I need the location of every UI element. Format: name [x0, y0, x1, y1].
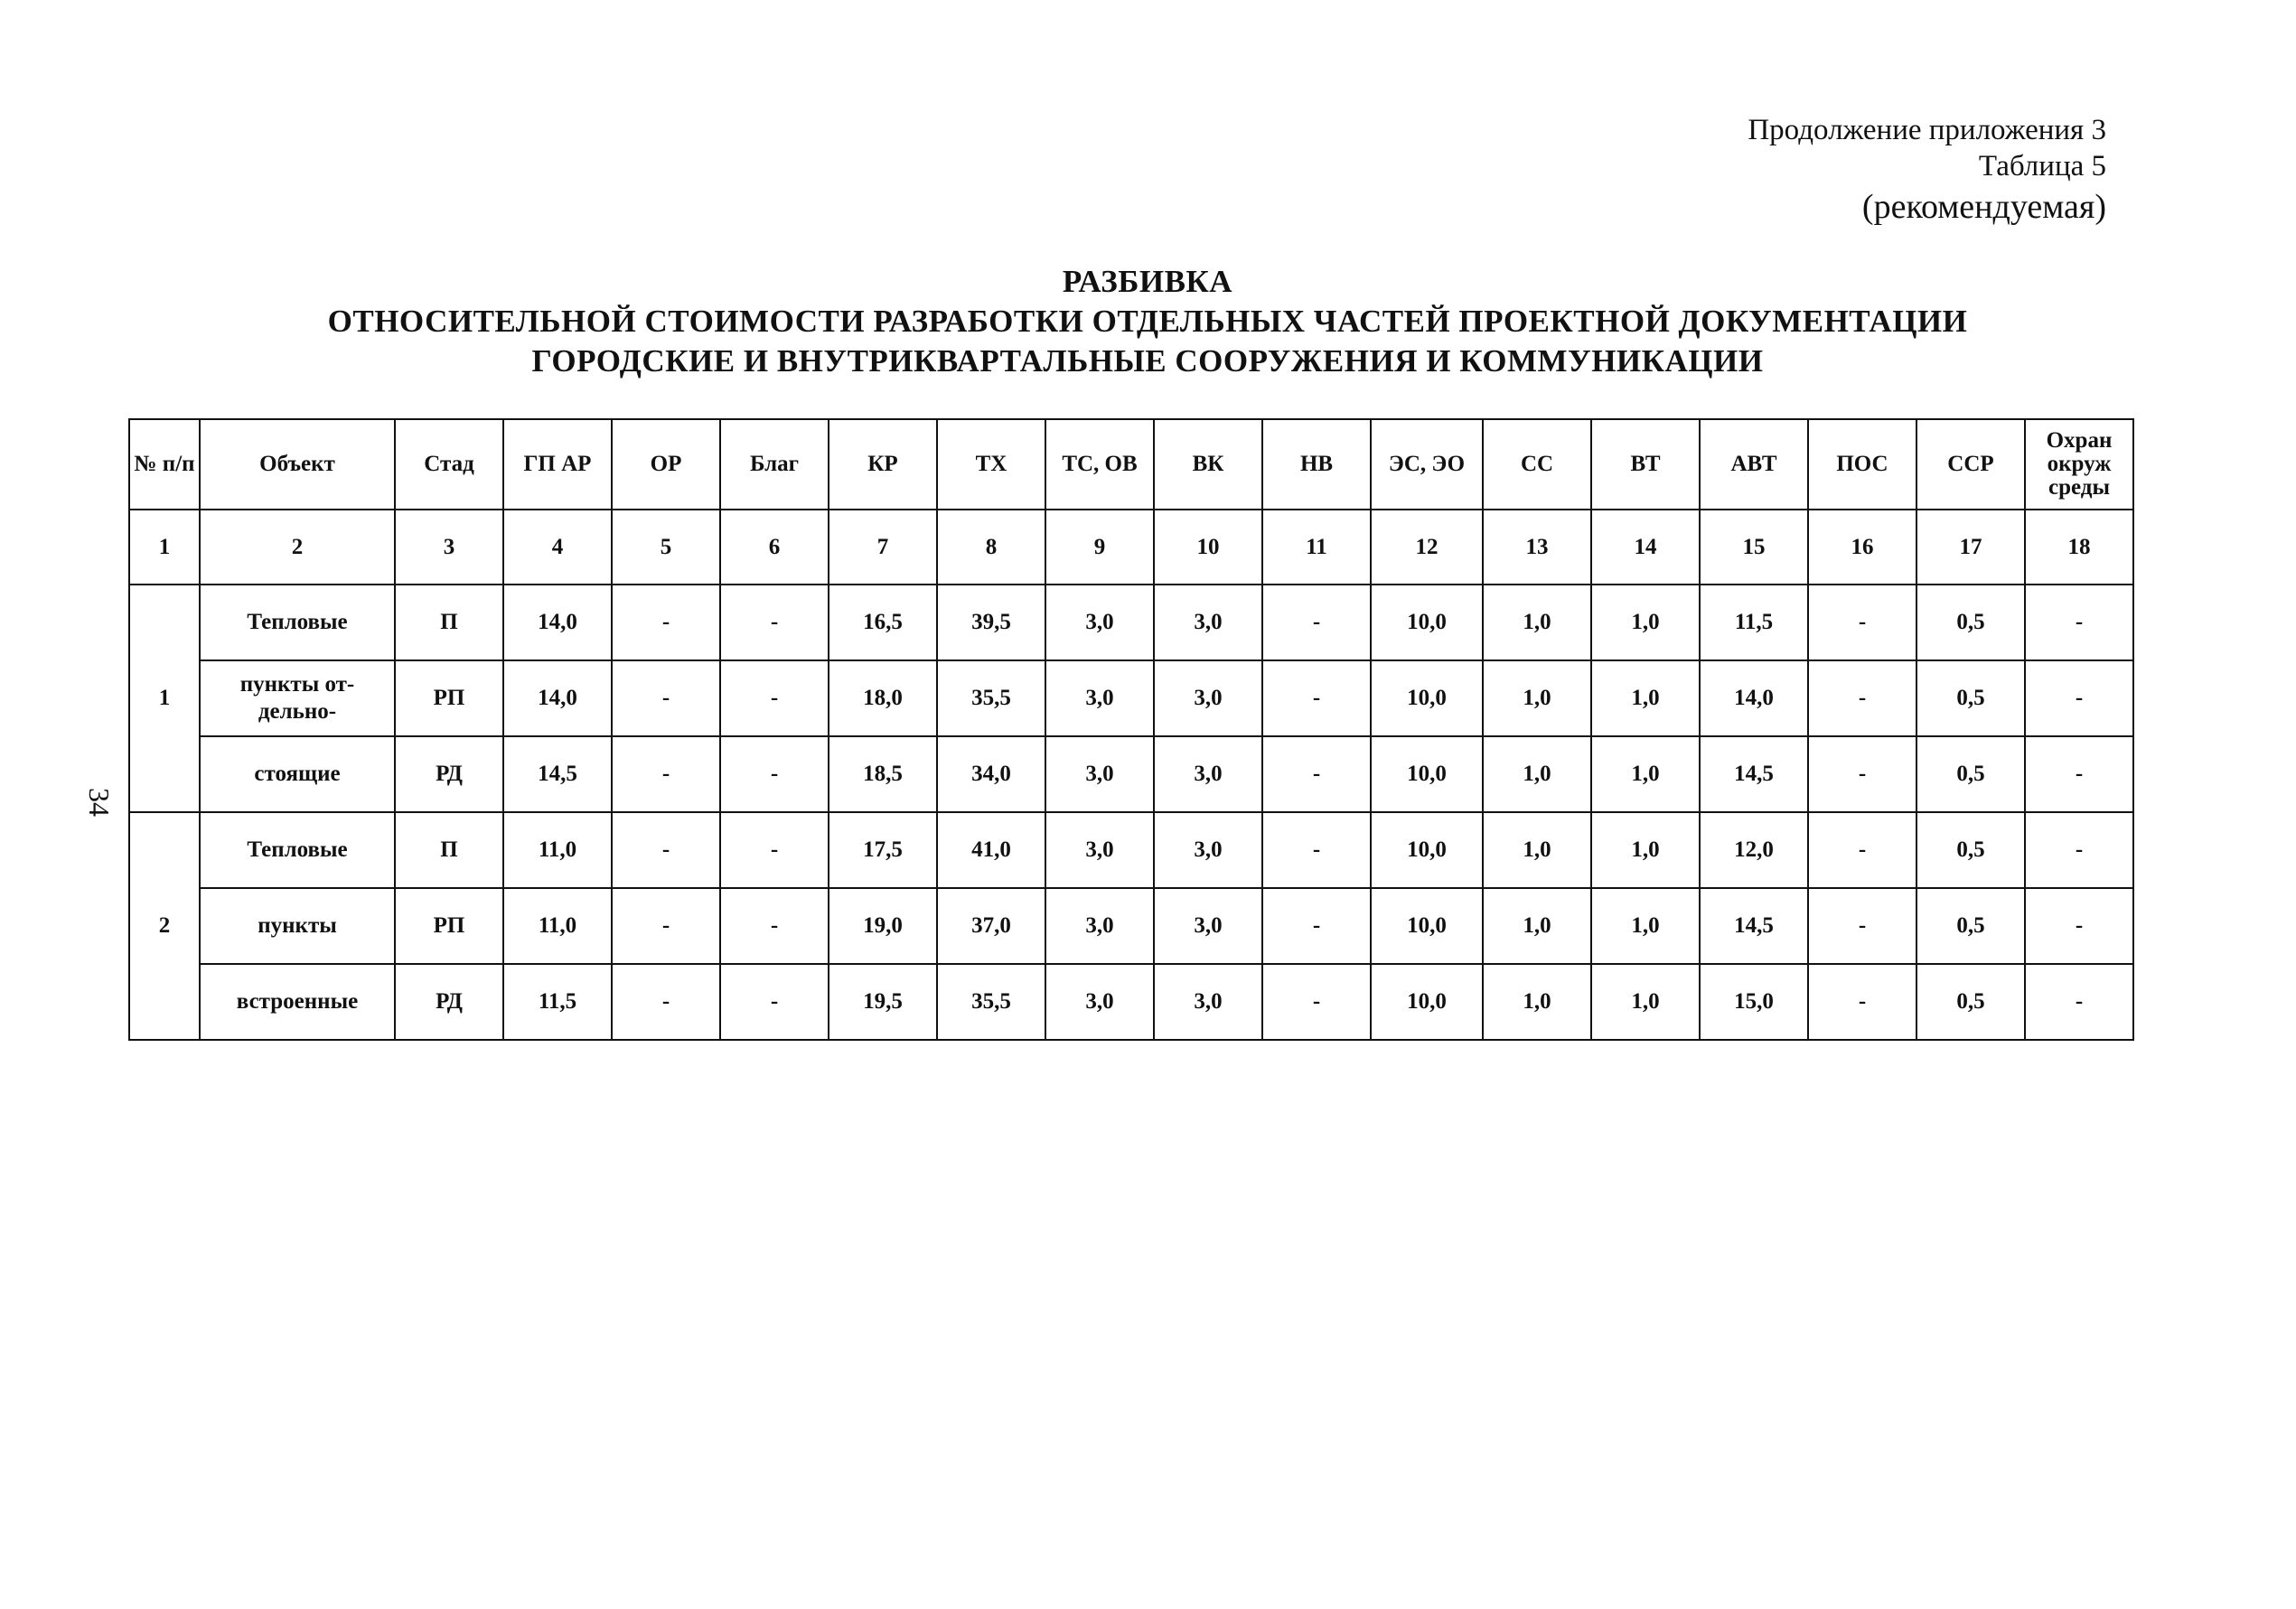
value-cell: - — [1808, 736, 1916, 812]
column-number: 12 — [1371, 510, 1483, 585]
row-number-cell: 1 — [129, 585, 200, 812]
column-number: 7 — [829, 510, 937, 585]
value-cell: 3,0 — [1154, 585, 1262, 660]
value-cell: 0,5 — [1916, 812, 2025, 888]
value-cell: 12,0 — [1700, 812, 1808, 888]
value-cell: 14,5 — [1700, 888, 1808, 964]
value-cell: 17,5 — [829, 812, 937, 888]
column-number: 9 — [1045, 510, 1154, 585]
stage-cell: РД — [395, 736, 503, 812]
object-cell: стоящие — [200, 736, 395, 812]
header-cell: ТС, ОВ — [1045, 419, 1154, 510]
header-cell: ГП АР — [503, 419, 612, 510]
value-cell: 3,0 — [1045, 660, 1154, 736]
appendix-header — [1748, 112, 2106, 229]
value-cell: - — [1262, 660, 1371, 736]
value-cell: 3,0 — [1154, 660, 1262, 736]
appendix-continuation: Продолжение приложения 3 — [1748, 114, 2106, 146]
value-cell: 3,0 — [1045, 812, 1154, 888]
value-cell: 11,0 — [503, 888, 612, 964]
value-cell: - — [720, 888, 829, 964]
value-cell: - — [720, 812, 829, 888]
value-cell: 0,5 — [1916, 660, 2025, 736]
title-line-1: РАЗБИВКА — [1062, 264, 1233, 299]
value-cell: 3,0 — [1154, 888, 1262, 964]
value-cell: - — [612, 660, 720, 736]
value-cell: - — [612, 964, 720, 1040]
column-number-row — [129, 510, 2133, 585]
value-cell: 15,0 — [1700, 964, 1808, 1040]
value-cell: 10,0 — [1371, 964, 1483, 1040]
value-cell: 19,0 — [829, 888, 937, 964]
column-number: 2 — [200, 510, 395, 585]
object-cell: Тепловые — [200, 585, 395, 660]
value-cell: - — [1262, 888, 1371, 964]
header-cell: ВТ — [1591, 419, 1700, 510]
value-cell: - — [720, 964, 829, 1040]
value-cell: 14,0 — [503, 585, 612, 660]
object-cell: пункты — [200, 888, 395, 964]
column-number: 15 — [1700, 510, 1808, 585]
value-cell: 1,0 — [1483, 812, 1591, 888]
value-cell: - — [1262, 812, 1371, 888]
object-cell: встроенные — [200, 964, 395, 1040]
column-number: 6 — [720, 510, 829, 585]
header-cell: Благ — [720, 419, 829, 510]
value-cell: 41,0 — [937, 812, 1045, 888]
table-row — [129, 964, 2133, 1040]
header-cell: ВК — [1154, 419, 1262, 510]
value-cell: - — [612, 888, 720, 964]
value-cell: - — [1808, 660, 1916, 736]
header-cell: Стад — [395, 419, 503, 510]
column-number: 4 — [503, 510, 612, 585]
table-number: Таблица 5 — [1978, 150, 2106, 182]
value-cell: - — [1262, 964, 1371, 1040]
header-cell: ССР — [1916, 419, 2025, 510]
title-line-3: ГОРОДСКИЕ И ВНУТРИКВАРТАЛЬНЫЕ СООРУЖЕНИЯ И КОММУНИКАЦИИ — [531, 343, 1764, 379]
column-number: 8 — [937, 510, 1045, 585]
header-cell: КР — [829, 419, 937, 510]
title-line-2: ОТНОСИТЕЛЬНОЙ СТОИМОСТИ РАЗРАБОТКИ ОТДЕЛЬНЫХ ЧАСТЕЙ ПРОЕКТНОЙ ДОКУМЕНТАЦИИ — [327, 304, 1968, 339]
value-cell: 16,5 — [829, 585, 937, 660]
value-cell: 1,0 — [1483, 660, 1591, 736]
value-cell: 18,0 — [829, 660, 937, 736]
value-cell: 14,0 — [1700, 660, 1808, 736]
value-cell: 0,5 — [1916, 964, 2025, 1040]
value-cell: 1,0 — [1591, 585, 1700, 660]
column-number: 10 — [1154, 510, 1262, 585]
value-cell: 35,5 — [937, 660, 1045, 736]
header-cell: СС — [1483, 419, 1591, 510]
object-cell: пункты от-дельно- — [200, 660, 395, 736]
stage-cell: П — [395, 812, 503, 888]
value-cell: 19,5 — [829, 964, 937, 1040]
value-cell: 1,0 — [1483, 964, 1591, 1040]
stage-cell: РП — [395, 888, 503, 964]
value-cell: 10,0 — [1371, 888, 1483, 964]
cost-breakdown-table — [128, 418, 2134, 1041]
value-cell: 10,0 — [1371, 585, 1483, 660]
value-cell: 18,5 — [829, 736, 937, 812]
value-cell: 1,0 — [1591, 888, 1700, 964]
value-cell: 11,5 — [1700, 585, 1808, 660]
value-cell: 37,0 — [937, 888, 1045, 964]
value-cell: - — [2025, 888, 2133, 964]
value-cell: - — [720, 660, 829, 736]
header-cell: ТХ — [937, 419, 1045, 510]
stage-cell: РП — [395, 660, 503, 736]
value-cell: 3,0 — [1154, 736, 1262, 812]
recommended-note: (рекомендуемая) — [1861, 188, 2106, 226]
value-cell: 10,0 — [1371, 660, 1483, 736]
value-cell: - — [1808, 812, 1916, 888]
column-number: 17 — [1916, 510, 2025, 585]
header-cell: АВТ — [1700, 419, 1808, 510]
row-number-cell: 2 — [129, 812, 200, 1040]
value-cell: 39,5 — [937, 585, 1045, 660]
value-cell: - — [612, 812, 720, 888]
column-number: 3 — [395, 510, 503, 585]
column-number: 1 — [129, 510, 200, 585]
table-row — [129, 888, 2133, 964]
value-cell: - — [1808, 964, 1916, 1040]
value-cell: - — [720, 736, 829, 812]
value-cell: 10,0 — [1371, 736, 1483, 812]
value-cell: - — [2025, 660, 2133, 736]
value-cell: 3,0 — [1154, 812, 1262, 888]
table-row — [129, 585, 2133, 660]
value-cell: - — [2025, 736, 2133, 812]
value-cell: 14,0 — [503, 660, 612, 736]
column-number: 13 — [1483, 510, 1591, 585]
value-cell: - — [1808, 888, 1916, 964]
value-cell: 0,5 — [1916, 888, 2025, 964]
value-cell: 11,5 — [503, 964, 612, 1040]
table-header-row — [129, 419, 2133, 510]
value-cell: 1,0 — [1591, 736, 1700, 812]
value-cell: 11,0 — [503, 812, 612, 888]
value-cell: 3,0 — [1045, 888, 1154, 964]
table-body — [129, 585, 2133, 1040]
value-cell: - — [2025, 585, 2133, 660]
header-cell: Объект — [200, 419, 395, 510]
header-cell: Охран окруж среды — [2025, 419, 2133, 510]
value-cell: 1,0 — [1483, 585, 1591, 660]
header-cell: ПОС — [1808, 419, 1916, 510]
value-cell: 1,0 — [1591, 964, 1700, 1040]
page-number: 34 — [83, 788, 116, 817]
column-number: 5 — [612, 510, 720, 585]
value-cell: 3,0 — [1045, 585, 1154, 660]
table-row — [129, 736, 2133, 812]
header-cell: ОР — [612, 419, 720, 510]
table-row — [129, 660, 2133, 736]
value-cell: 1,0 — [1483, 736, 1591, 812]
value-cell: 1,0 — [1591, 812, 1700, 888]
stage-cell: РД — [395, 964, 503, 1040]
value-cell: - — [2025, 964, 2133, 1040]
value-cell: 3,0 — [1045, 964, 1154, 1040]
column-number: 18 — [2025, 510, 2133, 585]
value-cell: - — [612, 585, 720, 660]
value-cell: 0,5 — [1916, 736, 2025, 812]
value-cell: 3,0 — [1154, 964, 1262, 1040]
value-cell: 1,0 — [1483, 888, 1591, 964]
stage-cell: П — [395, 585, 503, 660]
column-number: 16 — [1808, 510, 1916, 585]
value-cell: - — [1808, 585, 1916, 660]
object-cell: Тепловые — [200, 812, 395, 888]
value-cell: 3,0 — [1045, 736, 1154, 812]
value-cell: 34,0 — [937, 736, 1045, 812]
value-cell: - — [1262, 585, 1371, 660]
value-cell: - — [2025, 812, 2133, 888]
column-number: 14 — [1591, 510, 1700, 585]
value-cell: 14,5 — [1700, 736, 1808, 812]
header-cell: № п/п — [129, 419, 200, 510]
value-cell: 0,5 — [1916, 585, 2025, 660]
document-title — [127, 262, 2169, 381]
value-cell: 14,5 — [503, 736, 612, 812]
value-cell: - — [612, 736, 720, 812]
header-cell: ЭС, ЭО — [1371, 419, 1483, 510]
value-cell: 10,0 — [1371, 812, 1483, 888]
value-cell: - — [720, 585, 829, 660]
value-cell: 1,0 — [1591, 660, 1700, 736]
column-number: 11 — [1262, 510, 1371, 585]
value-cell: 35,5 — [937, 964, 1045, 1040]
header-cell: НВ — [1262, 419, 1371, 510]
value-cell: - — [1262, 736, 1371, 812]
table-row — [129, 812, 2133, 888]
